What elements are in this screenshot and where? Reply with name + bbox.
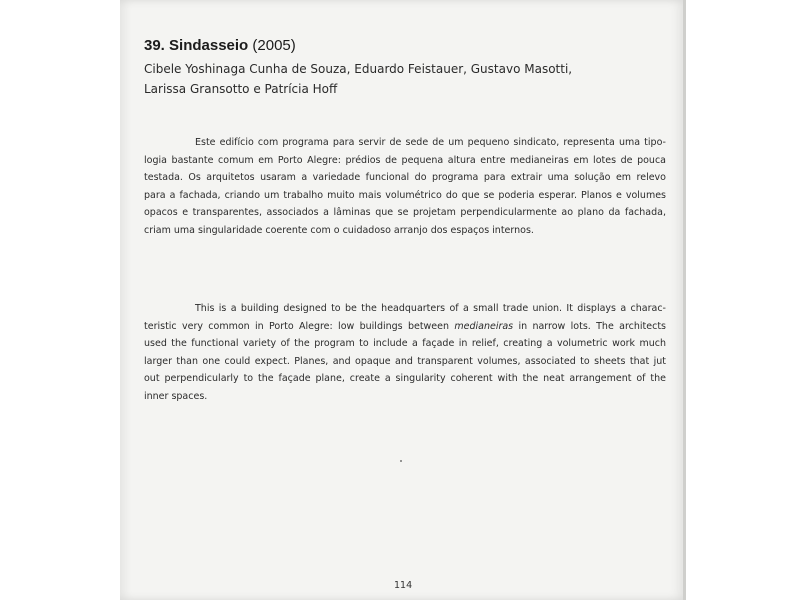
page-number: 114 bbox=[394, 580, 413, 591]
page-edge bbox=[683, 0, 686, 600]
en-line-3: used the functional variety of the program to include a façade in relief, creating a volumetric work much bbox=[144, 338, 666, 349]
pt-line-4: para a fachada, criando um trabalho muito mais volumétrico do que se poderia esperar. Planos e volumes bbox=[144, 189, 666, 201]
pt-line-2: logia bastante comum em Porto Alegre: prédios de pequena altura entre medianeiras em lotes de pouca bbox=[144, 154, 666, 166]
entry-number-name: 39. Sindasseio bbox=[144, 37, 249, 54]
entry-title bbox=[144, 37, 296, 54]
en-line-1: This is a building designed to be the headquarters of a small trade union. It displays a charac- bbox=[195, 303, 666, 314]
pt-line-6: criam uma singularidade coerente com o cuidadoso arranjo dos espaços internos. bbox=[144, 224, 534, 236]
portuguese-paragraph bbox=[144, 134, 666, 239]
en-line-2 bbox=[144, 318, 666, 336]
en-line-6: inner spaces. bbox=[144, 390, 208, 402]
en-line-2-start: teristic very common in Porto Alegre: low buildings between bbox=[144, 320, 455, 332]
authors-line-1: Cibele Yoshinaga Cunha de Souza, Eduardo Feistauer, Gustavo Masotti, bbox=[144, 62, 573, 76]
pt-line-3: testada. Os arquitetos usaram a variedade funcional do programa para extrair uma solução em relevo bbox=[144, 172, 666, 183]
en-line-4: larger than one could expect. Planes, and opaque and transparent volumes, associated to sheets that jut bbox=[144, 355, 666, 367]
entry-year: (2005) bbox=[252, 37, 296, 54]
authors-line-2: Larissa Gransotto e Patrícia Hoff bbox=[144, 82, 338, 96]
en-line-5: out perpendicularly to the façade plane, create a singularity coherent with the neat arrangement of the bbox=[144, 373, 666, 384]
en-line-2-end: in narrow lots. The architects bbox=[513, 320, 666, 332]
english-paragraph bbox=[144, 300, 666, 405]
pt-line-1: Este edifício com programa para servir de sede de um pequeno sindicato, representa uma tipo- bbox=[195, 137, 666, 148]
pt-line-5: opacos e transparentes, associados a lâminas que se projetam perpendicularmente ao plano da fachada, bbox=[144, 207, 666, 218]
scan-speck bbox=[400, 460, 402, 462]
en-italic-term: medianeiras bbox=[454, 320, 514, 332]
authors-block bbox=[144, 59, 572, 99]
